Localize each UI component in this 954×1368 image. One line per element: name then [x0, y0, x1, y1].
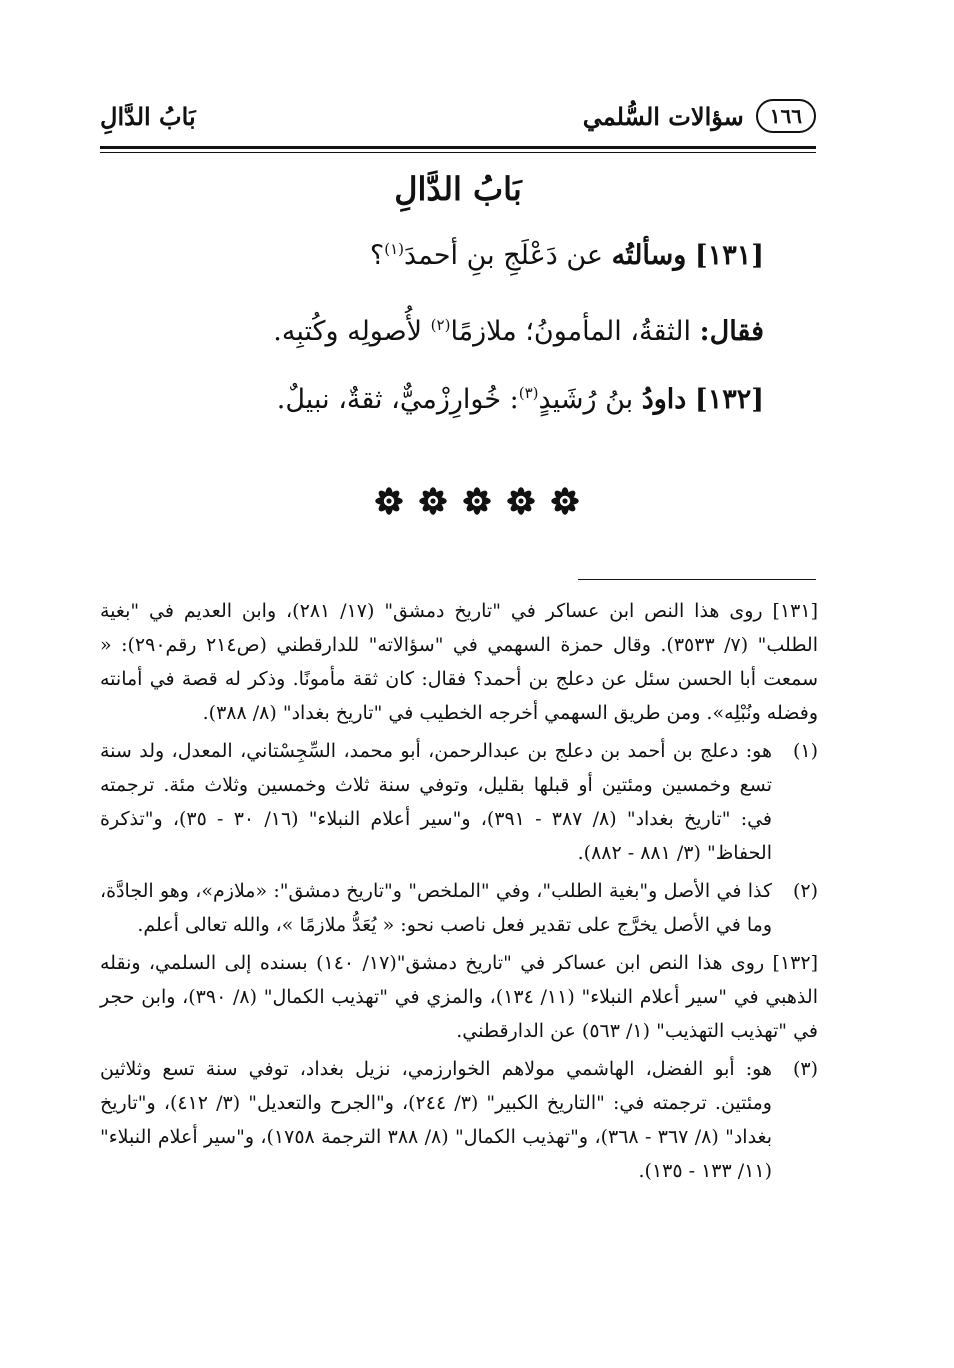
- footnote-marker[interactable]: (٢): [430, 316, 451, 334]
- entry-label: [١٣١]: [694, 240, 764, 271]
- entry-text: بنُ رُشَيدٍ: [538, 384, 642, 415]
- running-header: [100, 96, 816, 136]
- entry-131: [100, 236, 764, 276]
- book-title: سؤالات السُّلمي: [582, 101, 744, 131]
- entry-label: [١٣٢]: [694, 384, 764, 415]
- footnote-text: كذا في الأصل و"بغية الطلب"، وفي "الملخص" و"تاريخ دمشق": «ملازم»، وهو الجادَّة، وما في الأصل يخرَّج على تقدير فعل ناصب نحو: « يُعَدُّ ملازمًا »، والله تعالى أعلم.: [100, 880, 772, 936]
- footnote-marker[interactable]: (٣): [518, 384, 539, 402]
- footnote-text: هو: أبو الفضل، الهاشمي مولاهم الخوارزمي، نزيل بغداد، توفي سنة تسع وثلاثين ومئتين. ترجمته في: "التاريخ الكبير" (٣/ ٢٤٤)، و"الجرح والتعديل" (٣/ ٤١٢)، و"تاريخ بغداد" (٨/ ٣٦٧ - ٣٦٨)، و"تهذيب الكمال" (٨/ ٣٨٨ الترجمة ١٧٥٨)، و"سير أعلام النبلاء" (١١/ ١٣٣ - ١٣٥).: [100, 1058, 773, 1182]
- floral-star-icon: [462, 486, 492, 516]
- footnote-label: [١٣١]: [772, 600, 818, 622]
- footnote-separator: [578, 579, 816, 580]
- footnote-text: هو: دعلج بن أحمد بن دعلج بن عبدالرحمن، أبو محمد، السِّجِسْتاني، المعدل، ولد سنة تسع وخمسين ومئتين أو قبلها بقليل، وتوفي سنة ثلاث وخمسين وثلاث مئة. ترجمته في: "تاريخ بغداد" (٨/ ٣٨٧ - ٣٩١)، و"سير أعلام النبلاء" (١٦/ ٣٠ - ٣٥)، و"تذكرة الحفاظ" (٣/ ٨٨١ - ٨٨٢).: [100, 740, 773, 864]
- floral-star-icon: [374, 486, 404, 516]
- footnote-text: روى هذا النص ابن عساكر في "تاريخ دمشق"(١٧/ ١٤٠) بسنده إلى السلمي، ونقله الذهبي في "سير أعلام النبلاء" (١١/ ١٣٤)، والمزي في "تهذيب الكمال" (٨/ ٣٩٠)، وابن حجر في "تهذيب التهذيب" (١/ ٥٦٣) عن الدارقطني.: [100, 952, 818, 1042]
- page-number: ١٦٦: [756, 99, 816, 133]
- footnote-label: (١): [792, 740, 818, 762]
- footnote-2: [100, 874, 818, 942]
- entry-tail: ؟: [369, 240, 385, 271]
- footnote-label: [١٣٢]: [772, 952, 818, 974]
- entry-bold-lead: فقال:: [699, 316, 764, 347]
- footnote-label: (٢): [792, 880, 818, 902]
- footnote-1: [100, 734, 818, 870]
- footnote-marker[interactable]: (١): [384, 240, 405, 258]
- entry-131-answer: [100, 312, 764, 352]
- chapter-title: بَابُ الدَّالِ: [394, 170, 522, 208]
- footnote-ref-132: [100, 946, 818, 1048]
- floral-star-icon: [418, 486, 448, 516]
- footnote-3: [100, 1052, 818, 1188]
- entry-bold-lead: داودُ: [641, 384, 687, 415]
- footnote-label: (٣): [792, 1058, 818, 1080]
- footnote-ref-131: [100, 594, 818, 730]
- entry-tail: لأُصولِه وكُتبِه.: [273, 316, 431, 347]
- floral-star-icon: [506, 486, 536, 516]
- header-rule-thin: [100, 152, 816, 153]
- entry-text: عن دَعْلَجِ بنِ أحمدَ: [404, 240, 612, 271]
- floral-star-icon: [550, 486, 580, 516]
- header-right: [583, 99, 816, 133]
- section-divider-ornaments: [0, 486, 954, 516]
- footnotes: [100, 594, 818, 1192]
- running-chapter-name: بَابُ الدَّالِ: [100, 101, 196, 131]
- entry-tail: : خُوارِزْميٌّ، ثقةٌ، نبيلٌ.: [276, 384, 519, 415]
- header-rule-thick: [100, 146, 816, 149]
- entry-text: الثقةُ، المأمونُ؛ ملازمًا: [450, 316, 700, 347]
- entry-bold-lead: وسألتُه: [611, 240, 687, 271]
- footnote-text: روى هذا النص ابن عساكر في "تاريخ دمشق" (١٧/ ٢٨١)، وابن العديم في "بغية الطلب" (٧/ ٣٥٣٣). وقال حمزة السهمي في "سؤالاته" للدارقطني (ص٢١٤ رقم٢٩٠): « سمعت أبا الحسن سئل عن دعلج بن أحمد؟ فقال: كان ثقة مأمونًا. وذكر له قصة في أمانته وفضله ونُبْلِه». ومن طريق السهمي أخرجه الخطيب في "تاريخ بغداد" (٨/ ٣٨٨).: [100, 600, 818, 724]
- entry-132: [100, 380, 764, 420]
